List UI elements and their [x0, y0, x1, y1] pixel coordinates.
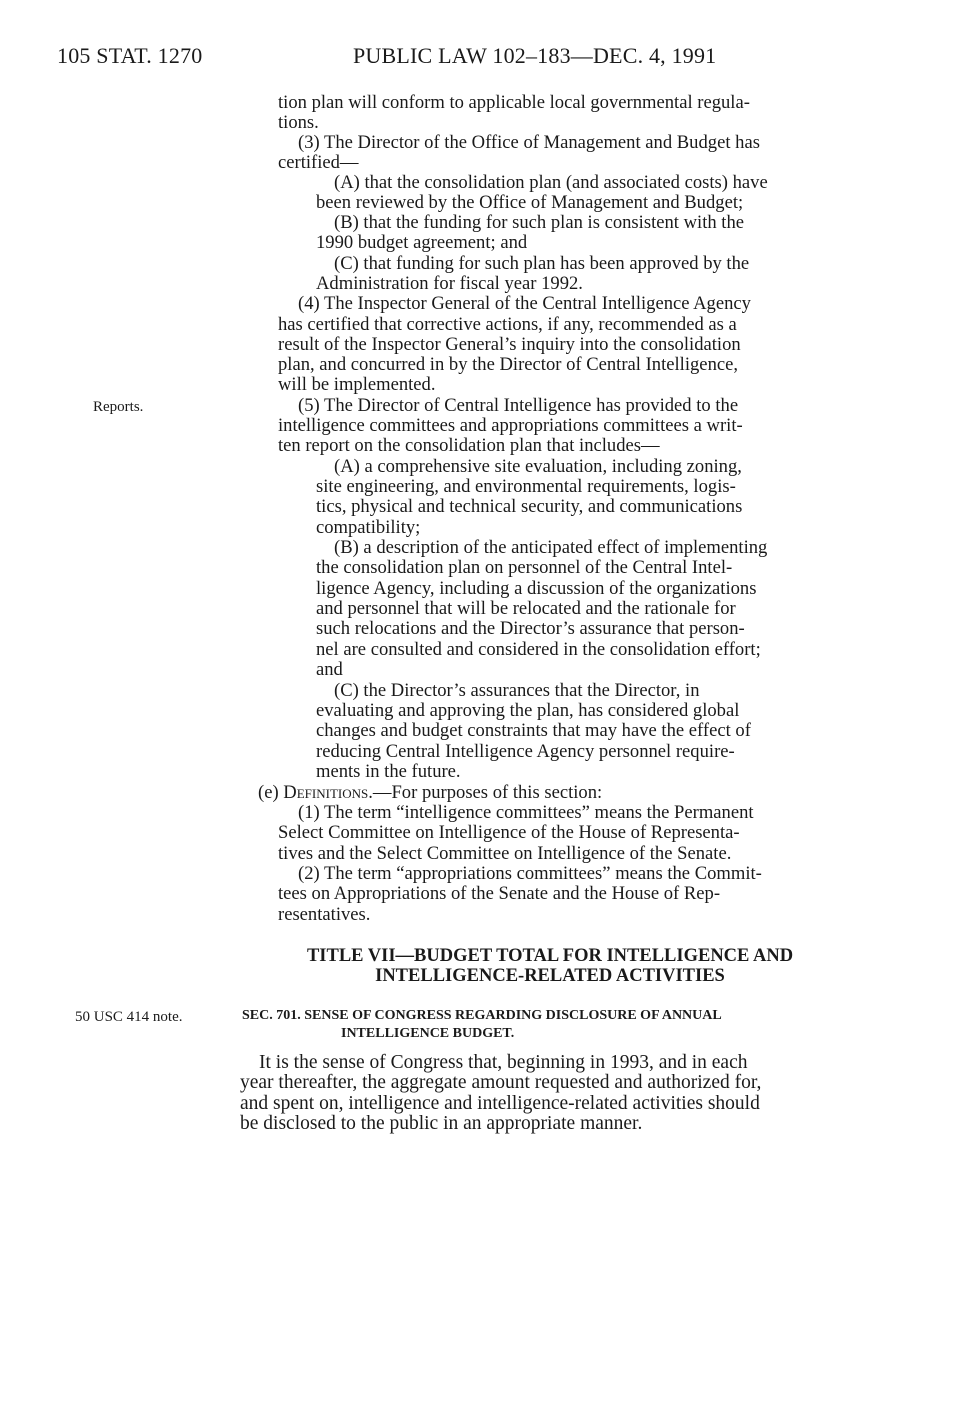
- text-line: certified—: [278, 152, 359, 173]
- text-line: ments in the future.: [316, 761, 461, 782]
- running-head: PUBLIC LAW 102–183—DEC. 4, 1991: [353, 43, 717, 68]
- text-line: such relocations and the Director’s assurance that person-: [316, 618, 745, 639]
- text-line: 1990 budget agreement; and: [316, 232, 528, 253]
- text-line: intelligence committees and appropriations committees a writ-: [278, 415, 743, 436]
- text-line: It is the sense of Congress that, beginning in 1993, and in each: [259, 1052, 748, 1073]
- text-line: (1) The term “intelligence committees” means the Permanent: [298, 802, 754, 823]
- text-line: (B) a description of the anticipated effect of implementing: [334, 537, 768, 558]
- text-line: resentatives.: [278, 904, 371, 925]
- title-heading-line-2: INTELLIGENCE-RELATED ACTIVITIES: [375, 966, 725, 986]
- definitions-heading: (e) Definitions.—For purposes of this section:: [258, 782, 603, 803]
- text-line: reducing Central Intelligence Agency personnel require-: [316, 741, 735, 762]
- text-line: ten report on the consolidation plan that includes—: [278, 435, 660, 456]
- text-line: (2) The term “appropriations committees” means the Commit-: [298, 863, 762, 884]
- text-line: Select Committee on Intelligence of the House of Representa-: [278, 822, 740, 843]
- text-line: ligence Agency, including a discussion of the organizations: [316, 578, 757, 599]
- title-heading: TITLE VII—BUDGET TOTAL FOR INTELLIGENCE AND: [306, 946, 794, 966]
- text-line: (B) that the funding for such plan is consistent with the: [334, 212, 745, 233]
- text-line: result of the Inspector General’s inquiry into the consolidation: [278, 334, 741, 355]
- text-line: tives and the Select Committee on Intelligence of the Senate.: [278, 843, 732, 864]
- text-line: year thereafter, the aggregate amount requested and authorized for,: [240, 1072, 762, 1093]
- text-line: the consolidation plan on personnel of the Central Intel-: [316, 557, 733, 578]
- text-line: (A) a comprehensive site evaluation, including zoning,: [334, 456, 742, 477]
- text-line: evaluating and approving the plan, has considered global: [316, 700, 740, 721]
- section-heading: SEC. 701. SENSE OF CONGRESS REGARDING DISCLOSURE OF ANNUAL: [242, 1008, 722, 1023]
- text-line: changes and budget constraints that may have the effect of: [316, 720, 751, 741]
- text-line: (5) The Director of Central Intelligence has provided to the: [298, 395, 739, 416]
- stat-page-number: 105 STAT. 1270: [57, 43, 203, 68]
- text-line: (C) that funding for such plan has been approved by the: [334, 253, 750, 274]
- margin-note-reports: Reports.: [93, 399, 144, 415]
- text-line: compatibility;: [316, 517, 421, 538]
- text-line: (3) The Director of the Office of Management and Budget has: [298, 132, 760, 153]
- text-line: (C) the Director’s assurances that the Director, in: [334, 680, 700, 701]
- text-line: plan, and concurred in by the Director of Central Intelligence,: [278, 354, 739, 375]
- section-heading-line-2: INTELLIGENCE BUDGET.: [341, 1026, 515, 1041]
- text-line: nel are consulted and considered in the consolidation effort;: [316, 639, 761, 660]
- text-line: tees on Appropriations of the Senate and the House of Rep-: [278, 883, 721, 904]
- text-line: and personnel that will be relocated and the rationale for: [316, 598, 736, 619]
- text-line: and spent on, intelligence and intelligence-related activities should: [240, 1093, 760, 1114]
- text-line: tion plan will conform to applicable local governmental regula-: [278, 92, 750, 113]
- text-line: been reviewed by the Office of Management and Budget;: [316, 192, 744, 213]
- text-line: tics, physical and technical security, and communications: [316, 496, 743, 517]
- margin-note-usc: 50 USC 414 note.: [75, 1009, 183, 1025]
- text-line: tions.: [278, 112, 319, 133]
- text-line: Administration for fiscal year 1992.: [316, 273, 583, 294]
- text-line: (4) The Inspector General of the Central Intelligence Agency: [298, 293, 751, 314]
- text-line: has certified that corrective actions, if any, recommended as a: [278, 314, 737, 335]
- text-line: will be implemented.: [278, 374, 436, 395]
- text-line: be disclosed to the public in an appropriate manner.: [240, 1113, 643, 1134]
- text-line: and: [316, 659, 343, 680]
- text-line: site engineering, and environmental requirements, logis-: [316, 476, 736, 497]
- text-line: (A) that the consolidation plan (and associated costs) have: [334, 172, 768, 193]
